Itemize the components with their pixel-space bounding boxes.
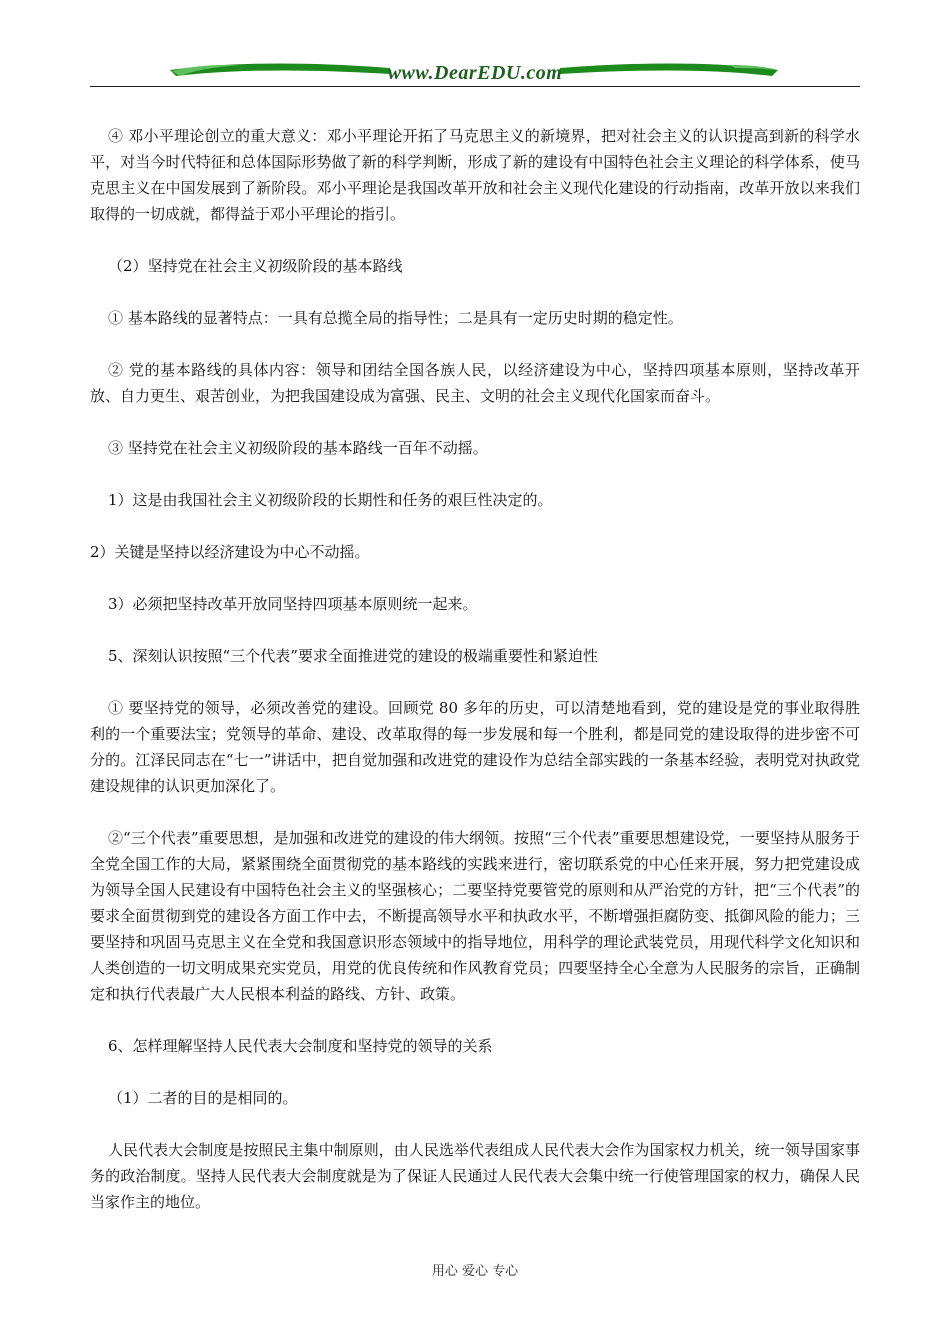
paragraph: ②“三个代表”重要思想，是加强和改进党的建设的伟大纲领。按照“三个代表”重要思想建设党，一要坚持从服务于全党全国工作的大局，紧紧围绕全面贯彻党的基本路线的实践来进行，密切联系党的中心任来开展，努力把党建设成为领导全国人民建设有中国特色社会主义的坚强核心；二要坚持党要管党的原则和从严治党的方针，把“三个代表”的要求全面贯彻到党的建设各方面工作中去，不断提高领导水平和执政水平，不断增强拒腐防变、抵御风险的能力；三要坚持和巩固马克思主义在全党和我国意识形态领域中的指导地位，用科学的理论武装党员，用现代科学文化知识和人类创造的一切文明成果充实党员，用党的优良传统和作风教育党员；四要坚持全心全意为人民服务的宗旨，正确制定和执行代表最广大人民根本利益的路线、方针、政策。 [90,829,860,1003]
header-rule [90,86,860,87]
paragraph: ② 党的基本路线的具体内容：领导和团结全国各族人民，以经济建设为中心，坚持四项基本原则，坚持改革开放、自力更生、艰苦创业，为把我国建设成为富强、民主、文明的社会主义现代化国家而奋斗。 [90,361,860,405]
paragraph: ④ 邓小平理论创立的重大意义：邓小平理论开拓了马克思主义的新境界，把对社会主义的认识提高到新的科学水平，对当今时代特征和总体国际形势做了新的科学判断，形成了新的建设有中国特色社会主义理论的科学体系，使马克思主义在中国发展到了新阶段。邓小平理论是我国改革开放和社会主义现代化建设的行动指南，改革开放以来我们取得的一切成就，都得益于邓小平理论的指引。 [90,127,860,223]
paragraph: 2）关键是坚持以经济建设为中心不动摇。 [90,543,370,561]
paragraph: （2）坚持党在社会主义初级阶段的基本路线 [108,257,403,275]
paragraph: （1）二者的目的是相同的。 [108,1089,298,1107]
paragraph: ① 要坚持党的领导，必须改善党的建设。回顾党 80 多年的历史，可以清楚地看到，党的建设是党的事业取得胜利的一个重要法宝；党领导的革命、建设、改革取得的每一步发展和每一个胜利，都是同党的建设取得的进步密不可分的。江泽民同志在“七一”讲话中，把自觉加强和改进党的建设作为总结全部实践的一条基本经验，表明党对执政党建设规律的认识更加深化了。 [90,699,860,795]
site-header-banner [90,56,860,90]
paragraph: 人民代表大会制度是按照民主集中制原则，由人民选举代表组成人民代表大会作为国家权力机关，统一领导国家事务的政治制度。坚持人民代表大会制度就是为了保证人民通过人民代表大会集中统一行使管理国家的权力，确保人民当家作主的地位。 [90,1141,860,1211]
page-footer: 用心 爱心 专心 [431,1264,519,1279]
paragraph: ③ 坚持党在社会主义初级阶段的基本路线一百年不动摇。 [108,439,488,457]
paragraph: 3）必须把坚持改革开放同坚持四项基本原则统一起来。 [108,595,478,613]
site-url: www.DearEDU.com [387,62,563,84]
paragraph: ① 基本路线的显著特点：一具有总揽全局的指导性；二是具有一定历史时期的稳定性。 [108,309,683,327]
paragraph: 5、深刻认识按照“三个代表”要求全面推进党的建设的极端重要性和紧迫性 [108,647,598,665]
paragraph: 6、怎样理解坚持人民代表大会制度和坚持党的领导的关系 [108,1037,493,1055]
paragraph: 1）这是由我国社会主义初级阶段的长期性和任务的艰巨性决定的。 [108,491,553,509]
document-body [90,123,860,1241]
